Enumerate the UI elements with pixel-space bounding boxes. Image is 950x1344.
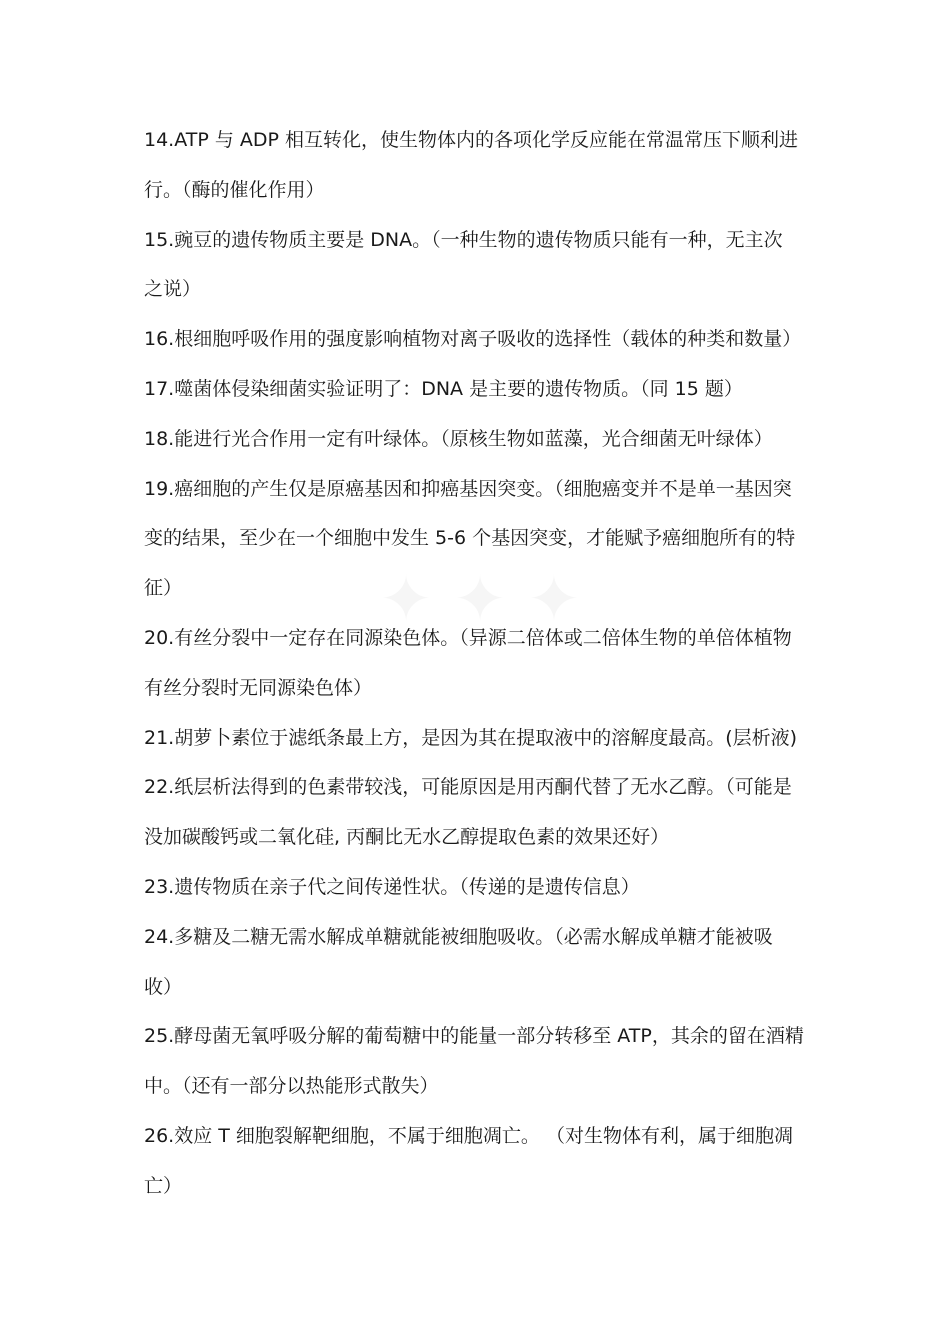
text-line: 21.胡萝卜素位于滤纸条最上方，是因为其在提取液中的溶解度最高。(层析液)	[144, 726, 798, 749]
text-line: 17.噬菌体侵染细菌实验证明了：DNA 是主要的遗传物质。（同 15 题）	[144, 377, 743, 400]
text-line: 征）	[144, 577, 183, 600]
text-line: 23.遗传物质在亲子代之间传递性状。（传递的是遗传信息）	[144, 875, 640, 898]
text-line: 14.ATP 与 ADP 相互转化，使生物体内的各项化学反应能在常温常压下顺利进	[144, 129, 799, 151]
text-line: 19.癌细胞的产生仅是原癌基因和抑癌基因突变。（细胞癌变并不是单一基因突	[144, 477, 792, 500]
document-body	[144, 116, 812, 1212]
text-line: 24.多糖及二糖无需水解成单糖就能被细胞吸收。（必需水解成单糖才能被吸	[144, 925, 773, 948]
text-line: 16.根细胞呼吸作用的强度影响植物对离子吸收的选择性（载体的种类和数量）	[144, 328, 802, 351]
text-line: 20.有丝分裂中一定存在同源染色体。（异源二倍体或二倍体生物的单倍体植物	[144, 626, 792, 649]
text-line: 有丝分裂时无同源染色体）	[144, 676, 373, 699]
text-line: 中。（还有一部分以热能形式散失）	[144, 1075, 439, 1098]
text-line: 22.纸层析法得到的色素带较浅，可能原因是用丙酮代替了无水乙醇。（可能是	[144, 776, 792, 799]
text-line: 15.豌豆的遗传物质主要是 DNA。（一种生物的遗传物质只能有一种，无主次	[144, 228, 783, 251]
text-line: 变的结果，至少在一个细胞中发生 5-6 个基因突变，才能赋予癌细胞所有的特	[144, 527, 796, 550]
text-line: 亡）	[144, 1174, 183, 1197]
text-line: 行。（酶的催化作用）	[144, 178, 325, 201]
text-line: 18.能进行光合作用一定有叶绿体。（原核生物如蓝藻，光合细菌无叶绿体）	[144, 427, 773, 450]
text-line: 25.酵母菌无氧呼吸分解的葡萄糖中的能量一部分转移至 ATP，其余的留在酒精	[144, 1025, 804, 1048]
text-line: 没加碳酸钙或二氧化硅, 丙酮比无水乙醇提取色素的效果还好）	[144, 826, 670, 849]
text-line: 之说）	[144, 278, 202, 301]
text-line: 收）	[144, 975, 183, 998]
text-line: 26.效应 T 细胞裂解靶细胞，不属于细胞凋亡。 （对生物体有利，属于细胞凋	[144, 1124, 793, 1147]
